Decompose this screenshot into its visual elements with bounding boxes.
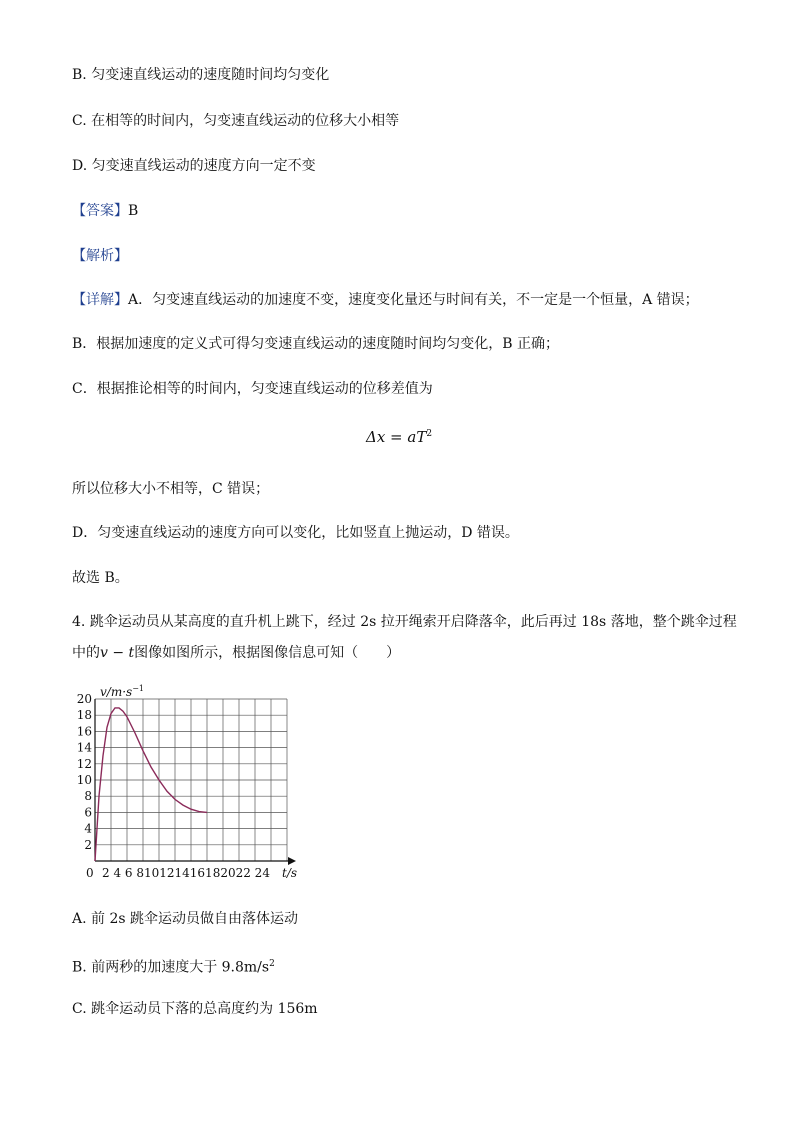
x-axis-label: t/s — [282, 866, 298, 880]
answer-line — [72, 202, 138, 220]
y-axis-label-exp: −1 — [132, 684, 144, 693]
question4-line2 — [72, 644, 400, 662]
option-a-q4: A. 前 2s 跳伞运动员做自由落体运动 — [72, 911, 299, 927]
option-c-q4: C. 跳伞运动员下落的总高度约为 156m — [72, 1001, 318, 1017]
option-b-q4-exp: 2 — [269, 959, 275, 969]
y-tick-label: 16 — [76, 724, 92, 739]
question4-var: v − t — [100, 645, 135, 661]
answer-label: 【答案】 — [72, 203, 128, 219]
chart-axes — [95, 699, 296, 865]
x-axis-arrow — [288, 857, 296, 865]
velocity-curve — [95, 708, 207, 861]
y-tick-label: 20 — [76, 692, 92, 706]
y-tick-labels — [77, 692, 93, 852]
conclusion: 故选 B。 — [72, 570, 129, 586]
option-b-q4 — [72, 955, 275, 977]
y-axis-label — [100, 684, 144, 699]
detail-label: 【详解】 — [72, 292, 128, 308]
y-tick-label: 10 — [76, 773, 92, 787]
question4-suffix: 图像如图所示，根据图像信息可知（ ） — [134, 645, 401, 661]
formula — [366, 428, 432, 446]
option-b-q3: B. 匀变速直线运动的速度随时间均匀变化 — [72, 67, 330, 83]
detail-a — [72, 291, 699, 309]
formula-exponent: 2 — [426, 429, 433, 439]
x-tick-labels: 2 4 6 810121416182022 24 — [102, 866, 270, 880]
analysis-label: 【解析】 — [72, 248, 128, 264]
detail-d: D．匀变速直线运动的速度方向可以变化，比如竖直上抛运动，D 错误。 — [72, 525, 519, 541]
vt-chart — [60, 678, 320, 888]
detail-b: B．根据加速度的定义式可得匀变速直线运动的速度随时间均匀变化，B 正确； — [72, 336, 560, 352]
origin-label: 0 — [86, 866, 94, 880]
y-tick-label: 8 — [84, 789, 92, 804]
answer-value: B — [128, 203, 139, 219]
y-tick-label: 6 — [84, 805, 92, 820]
y-tick-label: 4 — [84, 821, 92, 836]
detail-c2: 所以位移大小不相等，C 错误； — [72, 481, 270, 497]
formula-main: Δx = aT — [366, 428, 427, 446]
y-tick-label: 18 — [76, 708, 92, 723]
question4-prefix: 中的 — [72, 645, 100, 661]
detail-a-text: A．匀变速直线运动的加速度不变，速度变化量还与时间有关，不一定是一个恒量，A 错误； — [128, 292, 699, 308]
question4-line1: 4. 跳伞运动员从某高度的直升机上跳下，经过 2s 拉开绳索开启降落伞，此后再过 18s 落地，整个跳伞过程 — [72, 614, 737, 630]
y-tick-label: 14 — [76, 740, 92, 755]
y-axis-label-text: v/m·s — [100, 685, 133, 699]
chart-grid — [95, 699, 287, 861]
option-d-q3: D. 匀变速直线运动的速度方向一定不变 — [72, 158, 316, 174]
y-tick-label: 2 — [84, 837, 92, 852]
option-c-q3: C. 在相等的时间内，匀变速直线运动的位移大小相等 — [72, 113, 400, 129]
option-b-q4-text: B. 前两秒的加速度大于 9.8m/s — [72, 959, 270, 976]
y-tick-label: 12 — [76, 756, 92, 771]
detail-c: C．根据推论相等的时间内，匀变速直线运动的位移差值为 — [72, 381, 433, 397]
